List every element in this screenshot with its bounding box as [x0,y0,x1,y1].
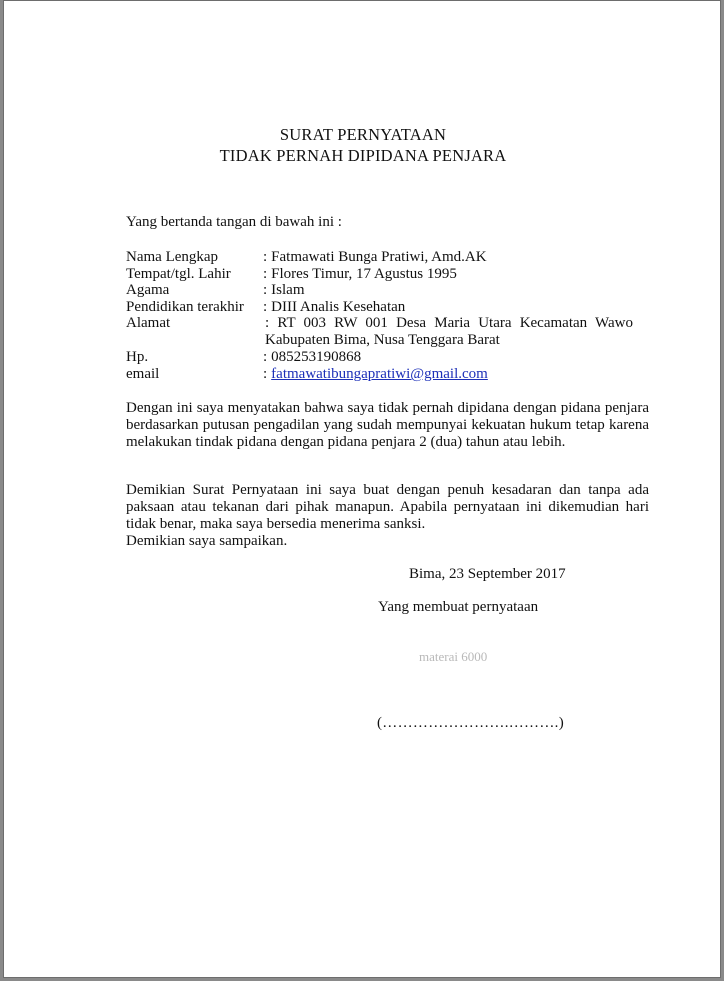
field-value-religion: Islam [271,282,305,299]
field-label: Agama [126,282,170,299]
signer-label: Yang membuat pernyataan [378,599,539,615]
document-title: SURAT PERNYATAAN [279,125,447,144]
field-value-name: Fatmawati Bunga Pratiwi, Amd.AK [271,249,487,265]
statement-paragraph: Dengan ini saya menyatakan bahwa saya tidak pernah dipidana dengan pidana penjara berdasarkan putusan pengadilan yang sudah mempunyai kekuatan hukum tetap karena melakukan tindak pidana dengan pidana penjara 2 (dua) tahun atau lebih. [126,400,649,451]
field-label: email [126,365,160,382]
document-page [3,0,721,978]
field-separator: : [263,349,268,366]
field-separator: : [263,249,268,265]
stamp-placeholder: materai 6000 [419,649,488,664]
signature-line: (…………………….……….) [377,715,564,731]
field-label: Pendidikan terakhir [126,298,244,315]
email-link[interactable]: fatmawatibungapratiwi@gmail.com [271,365,488,382]
field-separator: : [265,315,270,332]
field-value-birth: Flores Timur, 17 Agustus 1995 [271,265,457,282]
intro-text: Yang bertanda tangan di bawah ini : [126,214,342,230]
field-separator: : [263,282,268,299]
field-value-phone: 085253190868 [271,349,362,366]
document-subtitle: TIDAK PERNAH DIPIDANA PENJARA [219,146,507,165]
closing-text: Demikian saya sampaikan. [126,533,288,549]
field-separator: : [263,265,268,282]
field-label: Alamat [126,315,171,332]
field-value-address: RT 003 RW 001 Desa Maria Utara Kecamatan Wawo Kabupaten Bima, Nusa Tenggara Barat [265,315,633,349]
declaration-paragraph: Demikian Surat Pernyataan ini saya buat dengan penuh kesadaran dan tanpa ada paksaan atau tekanan dari pihak manapun. Apabila pernyataan ini dikemudian hari tidak benar, maka saya bersedia menerima sanksi. [126,482,649,533]
place-date: Bima, 23 September 2017 [409,566,566,582]
field-value-education: DIII Analis Kesehatan [271,298,406,315]
field-label: Nama Lengkap [126,249,219,265]
field-label: Tempat/tgl. Lahir [126,265,231,282]
field-separator: : [263,298,268,315]
field-label: Hp. [126,349,149,366]
field-separator: : [263,365,268,382]
